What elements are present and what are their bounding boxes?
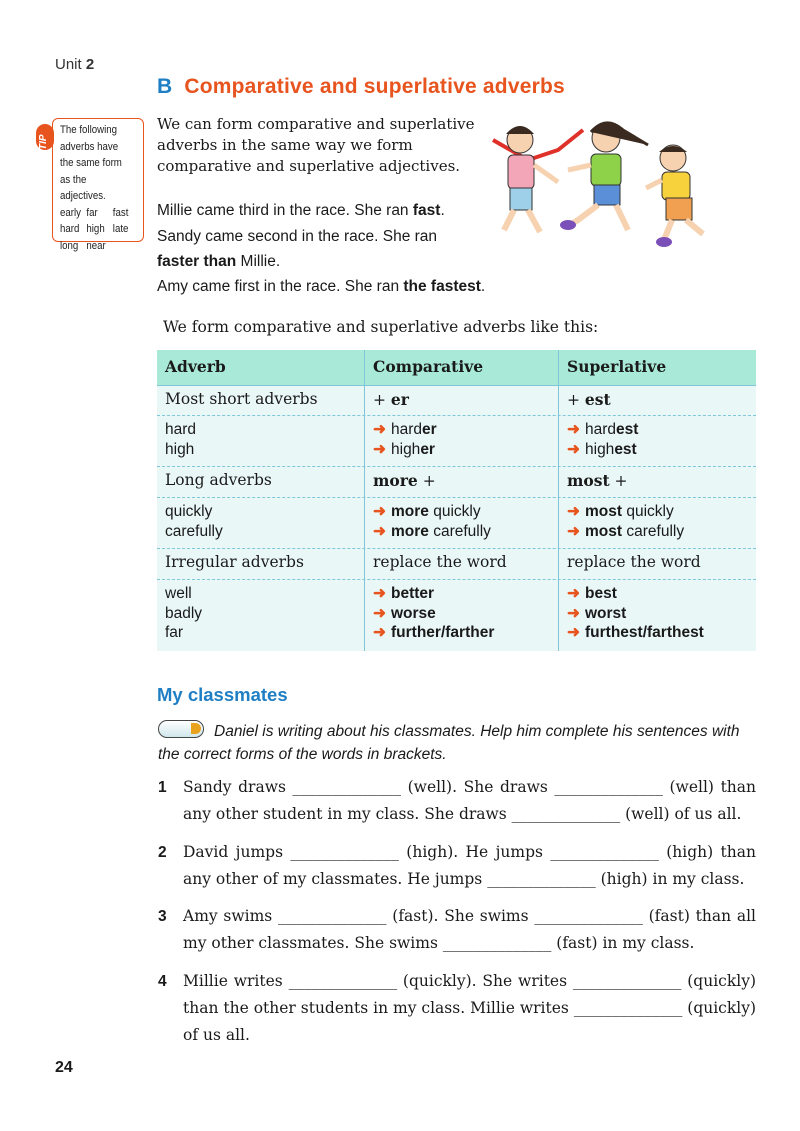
- answer-blank[interactable]: ______________: [573, 999, 683, 1017]
- table-header-cell: Comparative: [365, 350, 559, 385]
- question-4: [158, 968, 756, 1049]
- answer-blank[interactable]: ______________: [288, 972, 398, 990]
- table-intro: We form comparative and superlative adverbs like this:: [163, 318, 599, 336]
- question-number: 4: [158, 973, 167, 990]
- table-cell: most +: [567, 471, 628, 490]
- question-text: Amy swims ______________ (fast). She swims ______________ (fast) than all my other classmates. She swims ______________ (fast) in my class.: [183, 907, 756, 952]
- arrow-right-icon: ➜: [567, 585, 580, 602]
- race-illustration: [488, 110, 728, 250]
- answer-blank[interactable]: ______________: [554, 778, 663, 796]
- table-cell: ➜ better ➜ worse ➜ further/farther: [365, 580, 559, 651]
- example-sentence-2: [157, 228, 437, 246]
- tip-description: The following adverbs have the same form as the adjectives.: [60, 124, 122, 202]
- arrow-right-icon: ➜: [567, 440, 580, 458]
- question-2: [158, 839, 756, 893]
- tip-word-list: [60, 205, 132, 255]
- example-highlight: fast: [412, 202, 441, 219]
- table-cell: Long adverbs: [157, 467, 365, 497]
- answer-blank[interactable]: ______________: [511, 805, 621, 823]
- table-cell: Most short adverbs: [157, 386, 365, 415]
- table-row: [157, 549, 756, 580]
- section-letter: B: [157, 75, 173, 98]
- answer-blank[interactable]: ______________: [278, 907, 387, 925]
- table-cell: ➜ hardest ➜ highest: [567, 421, 639, 458]
- unit-number: 2: [85, 56, 95, 73]
- intro-paragraph: We can form comparative and superlative adverbs in the same way we form comparative and superlative adjectives.: [157, 115, 475, 175]
- table-cell: Irregular adverbs: [157, 549, 365, 579]
- table-row: [157, 580, 756, 651]
- adverb-table: [157, 350, 756, 651]
- tip-word: far: [86, 206, 98, 219]
- example-highlight: faster than: [157, 253, 237, 270]
- arrow-right-icon: ➜: [373, 522, 386, 540]
- question-1: [158, 774, 756, 828]
- question-text: Millie writes ______________ (quickly). She writes ______________ (quickly) than the other students in my class. Millie writes ______________ (quickly) of us all.: [183, 972, 757, 1044]
- example-sentence-1: [157, 202, 445, 220]
- table-cell: hard high: [157, 416, 365, 466]
- table-cell: ➜ harder ➜ higher: [365, 416, 559, 466]
- table-header-row: [157, 350, 756, 386]
- table-cell: + er: [365, 386, 559, 415]
- table-row: [157, 498, 756, 549]
- tip-word: high: [86, 223, 105, 235]
- question-number: 3: [158, 908, 167, 925]
- arrow-right-icon: ➜: [567, 522, 580, 540]
- arrow-right-icon: ➜: [373, 440, 386, 458]
- question-number: 2: [158, 844, 167, 861]
- tip-word: hard: [60, 223, 80, 235]
- section-title: [157, 75, 565, 99]
- arrow-right-icon: ➜: [567, 503, 580, 520]
- table-row: [157, 467, 756, 498]
- table-cell: quickly carefully: [157, 498, 365, 548]
- example-text: .: [440, 202, 445, 219]
- answer-blank[interactable]: ______________: [534, 907, 643, 925]
- arrow-right-icon: ➜: [373, 585, 386, 602]
- section-title-text: Comparative and superlative adverbs: [184, 75, 565, 98]
- answer-blank[interactable]: ______________: [292, 778, 402, 796]
- answer-blank[interactable]: ______________: [487, 870, 596, 888]
- exercise-instruction: Daniel is writing about his classmates. Help him complete his sentences with the correct forms of the words in brackets.: [158, 723, 740, 763]
- question-text: Sandy draws ______________ (well). She draws ______________ (well) than any other student in my class. She draws ______________ (well) of us all.: [183, 778, 756, 823]
- example-text: Millie.: [236, 253, 281, 270]
- tip-word: late: [112, 223, 129, 235]
- arrow-right-icon: ➜: [567, 421, 580, 438]
- answer-blank[interactable]: ______________: [290, 843, 399, 861]
- table-cell: replace the word: [365, 549, 559, 579]
- arrow-right-icon: ➜: [373, 503, 386, 520]
- table-row: [157, 386, 756, 416]
- example-highlight: the fastest: [403, 278, 481, 295]
- table-header-cell: Superlative: [567, 357, 667, 376]
- arrow-right-icon: ➜: [567, 604, 580, 622]
- example-sentence-2-cont: [157, 253, 280, 271]
- answer-blank[interactable]: ______________: [572, 972, 682, 990]
- arrow-right-icon: ➜: [373, 421, 386, 438]
- question-3: [158, 903, 756, 957]
- table-cell: well badly far: [157, 580, 365, 651]
- tip-label: TIP: [38, 134, 49, 150]
- tip-word: long: [60, 239, 79, 252]
- example-text: Millie came third in the race. She ran: [157, 202, 413, 219]
- table-cell: more +: [365, 467, 559, 497]
- exercise-title: My classmates: [157, 684, 288, 705]
- question-text: David jumps ______________ (high). He jumps ______________ (high) than any other of my classmates. He jumps ______________ (high) in my class.: [183, 843, 756, 888]
- tip-word: fast: [112, 206, 129, 219]
- table-row: [157, 416, 756, 467]
- answer-blank[interactable]: ______________: [550, 843, 659, 861]
- tip-word: early: [60, 206, 81, 219]
- question-number: 1: [158, 779, 167, 796]
- example-text: Sandy came second in the race. She ran: [157, 228, 438, 245]
- example-sentence-3: [157, 278, 485, 296]
- arrow-right-icon: ➜: [373, 604, 386, 622]
- tip-word: near: [86, 239, 106, 252]
- answer-blank[interactable]: ______________: [442, 934, 552, 952]
- table-cell: ➜ more quickly ➜ more carefully: [365, 498, 559, 548]
- table-cell: ➜ most quickly ➜ most carefully: [567, 503, 685, 540]
- unit-label: [55, 56, 94, 73]
- table-cell: + est: [567, 390, 611, 409]
- table-cell: ➜ best ➜ worst ➜ furthest/farthest: [567, 585, 704, 641]
- arrow-right-icon: ➜: [373, 624, 386, 641]
- tip-text: [60, 122, 132, 254]
- example-text: Amy came first in the race. She ran: [157, 278, 404, 295]
- unit-text: Unit: [55, 56, 82, 73]
- arrow-right-icon: ➜: [567, 624, 580, 641]
- page-number: 24: [55, 1059, 73, 1076]
- table-cell: replace the word: [567, 553, 701, 571]
- example-text: .: [480, 278, 486, 295]
- table-header-cell: Adverb: [157, 350, 365, 385]
